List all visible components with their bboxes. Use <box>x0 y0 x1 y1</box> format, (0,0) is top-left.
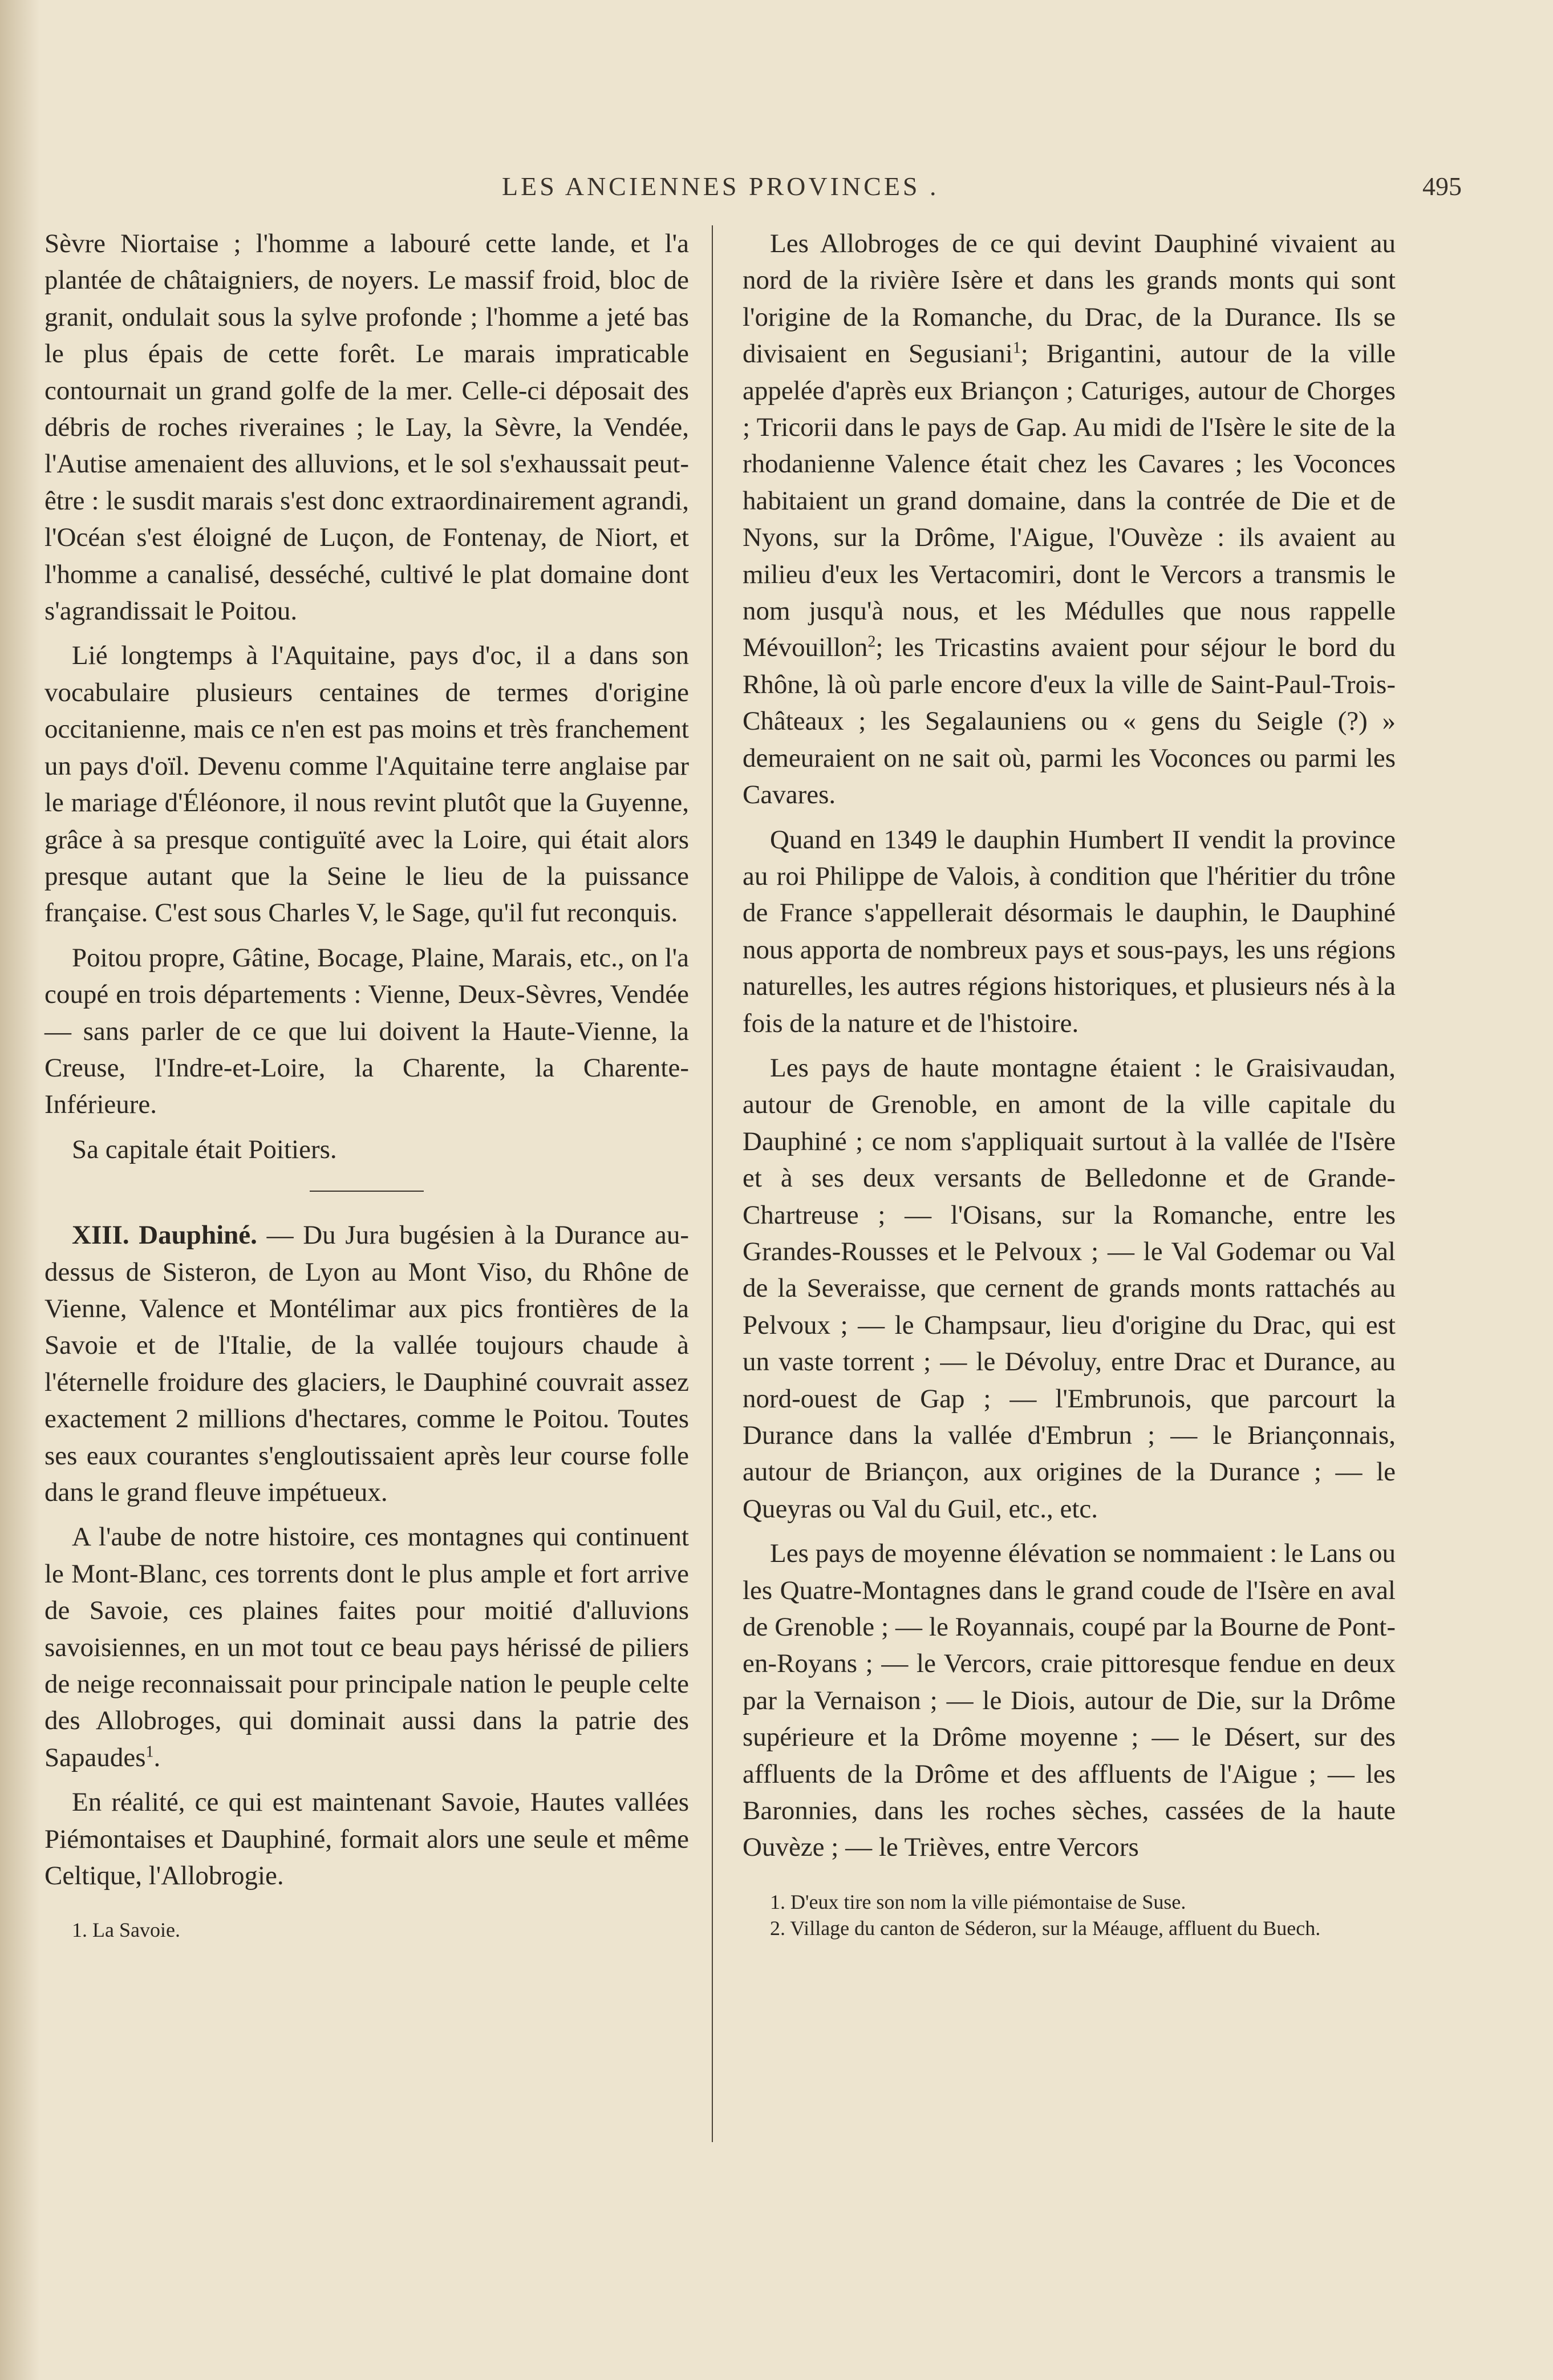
page-gutter-shadow <box>0 0 40 2380</box>
column-rule <box>712 225 713 2142</box>
paragraph-text: Les Allobroges de ce qui devint Dauphiné vivaient au nord de la rivière Isère et dans les grands monts qui sont l'origine de la Romanche, du Drac, de la Durance. Ils se divisaient en Segusiani <box>743 229 1396 369</box>
paragraph: Les pays de moyenne élévation se nommaient : le Lans ou les Quatre-Montagnes dans le grand coude de l'Isère en aval de Grenoble ; — le Royannais, coupé par la Bourne de Pont-en-Royans ; — le Vercors, craie pittoresque fendue en deux par la Vernaison ; — le Diois, autour de Die, sur la Drôme supérieure et la Drôme moyenne ; — le Désert, sur des affluents de la Drôme et des affluents de l'Aigue ; — les Baronnies, dans les roches sèches, cassées de la haute Ouvèze ; — le Trièves, entre Vercors <box>743 1539 1396 1863</box>
footnote: 2. Village du canton de Séderon, sur la Méauge, affluent du Buech. <box>770 1916 1321 1940</box>
footnote-marker: 1 <box>1012 339 1021 357</box>
left-column <box>44 225 689 1943</box>
paragraph <box>743 225 1396 813</box>
running-title: LES ANCIENNES PROVINCES . <box>502 172 939 201</box>
paragraph: Lié longtemps à l'Aquitaine, pays d'oc, il a dans son vocabulaire plusieurs centaines de termes d'origine occitanienne, mais ce n'en est pas moins et très franchement un pays d'oïl. Devenu comme l'Aquitaine terre anglaise par le mariage d'Éléonore, il nous revint plutôt que la Guyenne, grâce à sa presque contiguïté avec la Loire, qui était alors presque autant que la Seine le lieu de la puissance française. C'est sous Charles V, le Sage, qu'il fut reconquis. <box>44 641 689 928</box>
footnotes <box>44 1917 689 1943</box>
section-text: — Du Jura bugésien à la Durance au-dessus de Sisteron, de Lyon au Mont Viso, du Rhône de Vienne, Valence et Montélimar aux pics frontières de la Savoie et de l'Italie, de la vallée toujours chaude à l'éternelle froidure des glaciers, le Dauphiné couvrait assez exactement 2 millions d'hectares, comme le Poitou. Toutes ses eaux courantes s'engloutissaient après leur course folle dans le grand fleuve impétueux. <box>44 1220 690 1507</box>
paragraph-text: ; Brigantini, autour de la ville appelée d'après eux Briançon ; Caturiges, autour de Chorges ; Tricorii dans le pays de Gap. Au midi de l'Isère le site de la rhodanienne Valence était chez les Cavares ; les Voconces habitaient un grand domaine, dans la contrée de Die et de Nyons, sur la Drôme, l'Aigue, l'Ouvèze : ils avaient au milieu d'eux les Vertacomiri, dont le Vercors a transmis le nom jusqu'à nous, et les Médulles que nous rappelle Mévouillon <box>743 339 1396 663</box>
paragraph: Sèvre Niortaise ; l'homme a labouré cette lande, et l'a plantée de châtaigniers, de noyers. Le massif froid, bloc de granit, ondulait sous la sylve profonde ; l'homme a jeté bas le plus épais de cette forêt. Le marais impraticable contournait un grand golfe de la mer. Celle-ci déposait des débris de roches riveraines ; le Lay, la Sèvre, la Vendée, l'Autise amenaient des alluvions, et le sol s'exhaussait peut-être : le susdit marais s'est donc extraordinairement agrandi, l'Océan s'est éloigné de Luçon, de Fontenay, de Niort, et l'homme a canalisé, desséché, cultivé le plat domaine dont s'agrandissait le Poitou. <box>44 229 689 626</box>
right-column <box>743 225 1396 1941</box>
footnote: 1. La Savoie. <box>72 1918 180 1942</box>
paragraph-text: ; les Tricastins avaient pour séjour le bord du Rhône, là où parle encore d'eux la ville de Saint-Paul-Trois-Châteaux ; les Segalauniens ou « gens du Seigle (?) » demeuraient on ne sait où, parmi les Voconces ou parmi les Cavares. <box>743 633 1396 810</box>
paragraph: Quand en 1349 le dauphin Humbert II vendit la province au roi Philippe de Valois, à condition que l'héritier du trône de France s'appellerait désormais le dauphin, le Dauphiné nous apporta de nombreux pays et sous-pays, les uns régions naturelles, les autres régions historiques, et plusieurs nés à la fois de la nature et de l'histoire. <box>743 824 1396 1038</box>
paragraph-text: A l'aube de notre histoire, ces montagnes qui continuent le Mont-Blanc, ces torrents dont le plus ample et fort arrive de Savoie, ces plaines faites pour moitié d'alluvions savoisiennes, en un mot tout ce beau pays hérissé de piliers de neige reconnaissait pour principale nation le peuple celte des Allobroges, qui dominait aussi dans la patrie des Sapaudes <box>44 1522 689 1772</box>
page-number: 495 <box>1422 172 1462 201</box>
section-separator <box>310 1191 424 1192</box>
section-label: XIII. Dauphiné. <box>72 1220 257 1250</box>
paragraph: Les pays de haute montagne étaient : le Graisivaudan, autour de Grenoble, en amont de la ville capitale du Dauphiné ; ce nom s'appliquait surtout à la vallée de l'Isère et à ses deux versants de Belledonne et de Grande-Chartreuse ; — l'Oisans, sur la Romanche, entre les Grandes-Rousses et le Pelvoux ; — le Val Godemar ou Val de la Severaisse, que cernent de grands monts rattachés au Pelvoux ; — le Champsaur, lieu d'origine du Drac, qui est un vaste torrent ; — le Dévoluy, entre Drac et Durance, au nord-ouest de Gap ; — l'Embrunois, que parcourt la Durance dans la vallée d'Embrun ; — le Briançonnais, autour de Briançon, aux origines de la Durance ; — le Queyras ou Val du Guil, etc., etc. <box>743 1053 1396 1524</box>
paragraph: A l'aube de notre histoire, ces montagnes qui continuent le Mont-Blanc, ces torrents dont le plus ample et fort arrive de Savoie, ces plaines faites pour moitié d'alluvions savoisiennes, en un mot tout ce beau pays hérissé de piliers de neige reconnaissait pour principale nation le peuple celte des Allobroges, qui dominait aussi dans la patrie des Sapaudes$^1$. <box>44 1522 689 1772</box>
paragraph: En réalité, ce qui est maintenant Savoie, Hautes vallées Piémontaises et Dauphiné, formait alors une seule et même Celtique, l'Allobrogie. <box>44 1787 689 1891</box>
section-paragraph <box>44 1217 689 1511</box>
footnotes <box>743 1889 1396 1941</box>
paragraph: Poitou propre, Gâtine, Bocage, Plaine, Marais, etc., on l'a coupé en trois départements : Vienne, Deux-Sèvres, Vendée — sans parler de ce que lui doivent la Haute-Vienne, la Creuse, l'Indre-et-Loire, la Charente, la Charente-Inférieure. <box>44 942 689 1120</box>
footnote-marker: 2 <box>867 633 876 651</box>
footnote-marker: 1 <box>145 1743 154 1761</box>
paragraph: Sa capitale était Poitiers. <box>72 1134 337 1164</box>
footnote: 1. D'eux tire son nom la ville piémontaise de Suse. <box>770 1890 1186 1913</box>
